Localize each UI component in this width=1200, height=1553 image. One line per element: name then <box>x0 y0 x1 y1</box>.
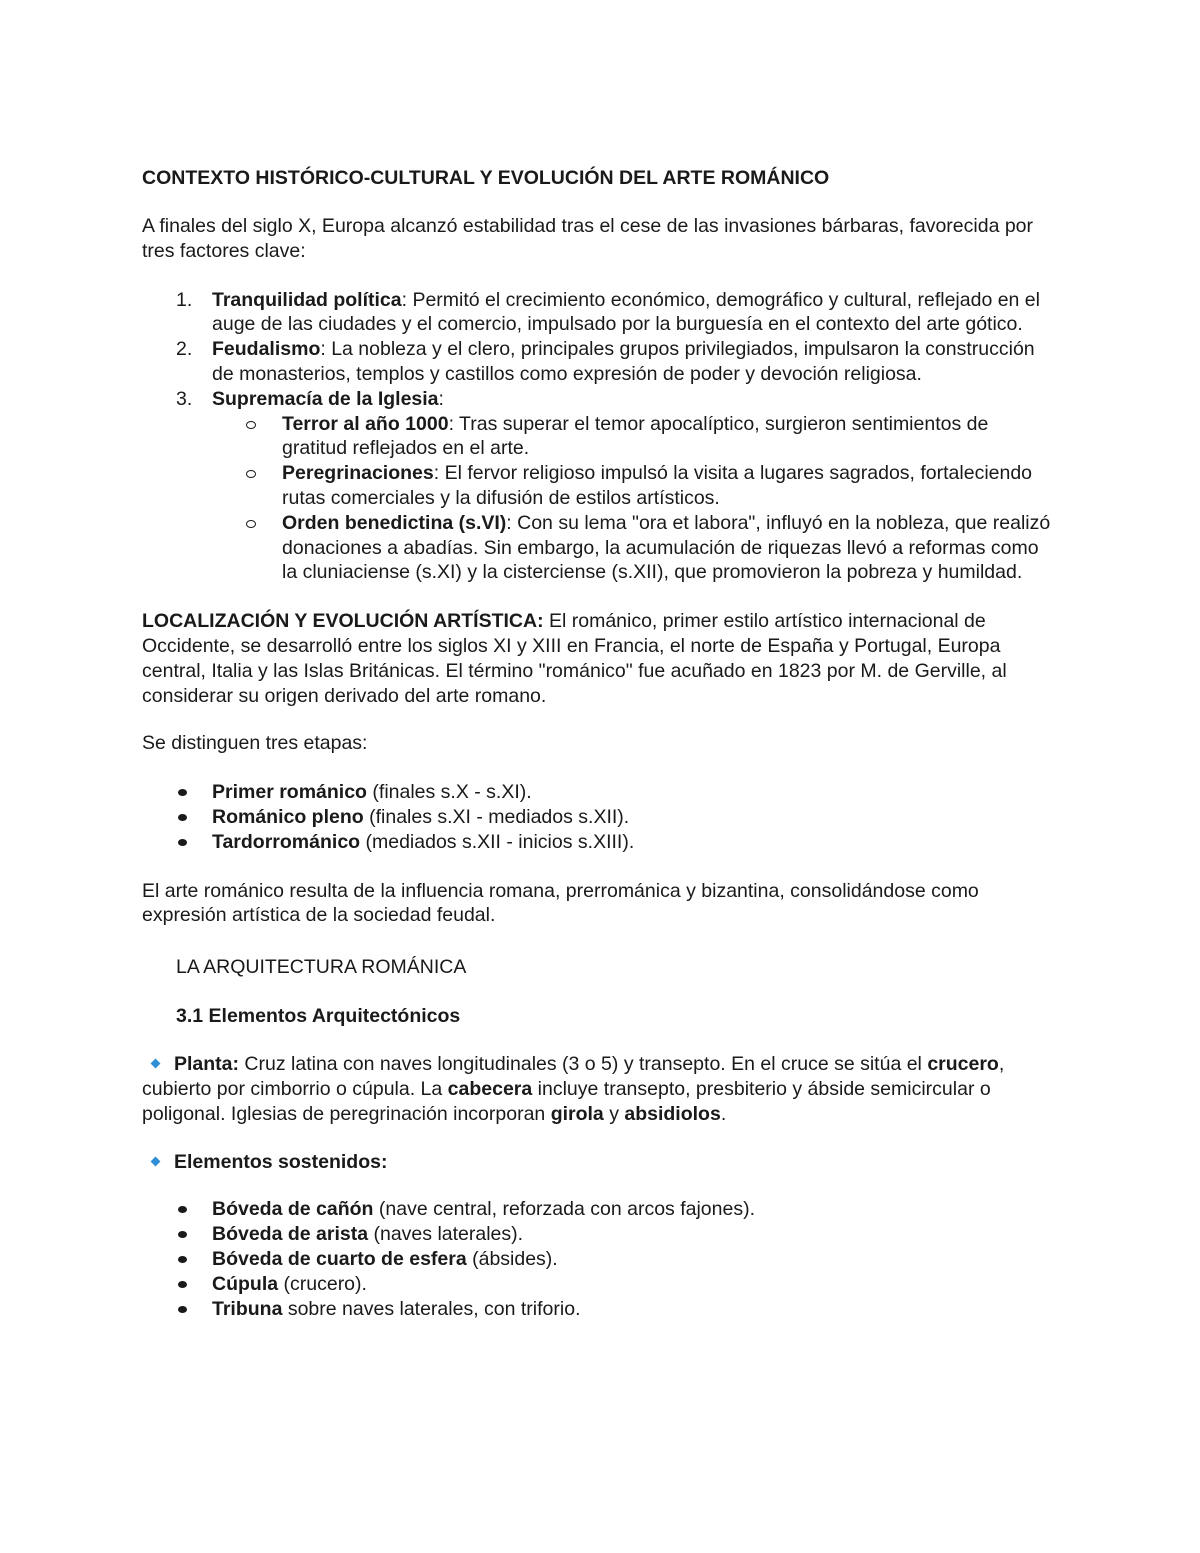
church-item <box>142 412 1052 462</box>
etapas-intro: Se distinguen tres etapas: <box>142 732 368 755</box>
hollow-bullet-icon <box>246 520 256 528</box>
etapa-term: Primer románico <box>212 781 367 804</box>
factor-number: 3. <box>176 387 193 410</box>
church-term: Orden benedictina (s.VI) <box>282 511 507 534</box>
factor-text: : <box>438 387 444 410</box>
sostenidos-list <box>142 1197 1052 1321</box>
planta-text: , cubierto por cimborrio o cúpula. La <box>142 1053 1005 1100</box>
planta-bold: absidiolos <box>624 1102 721 1125</box>
sostenido-term: Cúpula <box>212 1272 279 1295</box>
church-item <box>142 461 1052 511</box>
sostenido-text: sobre naves laterales, con triforio. <box>282 1297 581 1320</box>
etapa-item <box>142 780 1052 805</box>
localizacion-text: El románico, primer estilo artístico internacional de Occidente, se desarrolló entre los siglos XI y XIII en Francia, el norte de España y Portugal, Europa central, Italia y las Islas Británicas. El término "románico" fue acuñado en 1823 por M. de Gerville, al considerar su origen derivado del arte romano. <box>142 610 1007 707</box>
sostenido-term: Bóveda de arista <box>212 1223 369 1246</box>
church-item <box>142 511 1052 585</box>
church-text: : Tras superar el temor apocalíptico, surgieron sentimientos de gratitud reflejados en el arte. <box>282 412 989 460</box>
sostenido-item <box>142 1272 1052 1297</box>
elementos-heading-text: 3.1 Elementos Arquitectónicos <box>176 1005 461 1028</box>
factor-number: 1. <box>176 288 193 311</box>
etapa-text: (mediados s.XII - inicios s.XIII). <box>360 830 635 853</box>
factor-item <box>142 337 1052 387</box>
factors-list <box>142 288 1052 586</box>
conclusion-paragraph: El arte románico resulta de la influencia romana, prerrománica y bizantina, consolidándose como expresión artística de la sociedad feudal. <box>142 879 979 927</box>
bullet-icon <box>178 814 187 821</box>
etapa-item <box>142 830 1052 855</box>
bullet-icon <box>178 789 187 796</box>
sostenido-item <box>142 1297 1052 1322</box>
sostenido-text: (nave central, reforzada con arcos fajones). <box>373 1198 755 1221</box>
planta-text: y <box>603 1102 625 1125</box>
factor-item <box>142 288 1052 338</box>
factor-item <box>142 387 1052 585</box>
hollow-bullet-icon <box>246 421 256 429</box>
localizacion-paragraph <box>142 609 1052 708</box>
bullet-icon <box>178 1256 187 1263</box>
bullet-icon <box>178 1306 187 1313</box>
etapa-text: (finales s.XI - mediados s.XII). <box>363 805 630 828</box>
sostenido-text: (crucero). <box>278 1272 367 1295</box>
sostenido-term: Bóveda de cuarto de esfera <box>212 1247 467 1270</box>
planta-bold: cabecera <box>447 1077 533 1100</box>
factor-text: : Permitó el crecimiento económico, demográfico y cultural, reflejado en el auge de las ciudades y el comercio, impulsado por la burguesía en el contexto del arte gótico. <box>212 288 1040 336</box>
sostenido-item <box>142 1222 1052 1247</box>
document-page <box>142 165 1052 1321</box>
sostenidos-heading <box>142 1150 1052 1175</box>
etapa-item <box>142 805 1052 830</box>
localizacion-heading: LOCALIZACIÓN Y EVOLUCIÓN ARTÍSTICA: <box>142 610 544 633</box>
sostenidos-heading-text: Elementos sostenidos: <box>174 1150 388 1173</box>
diamond-bullet-icon <box>151 1059 161 1069</box>
factor-text: : La nobleza y el clero, principales grupos privilegiados, impulsaron la construcción de monasterios, templos y castillos como expresión de poder y devoción religiosa. <box>212 338 1035 385</box>
arquitectura-heading: LA ARQUITECTURA ROMÁNICA <box>176 956 467 979</box>
church-term: Terror al año 1000 <box>282 412 449 435</box>
sostenido-item <box>142 1197 1052 1222</box>
bullet-icon <box>178 1281 187 1288</box>
document-title: CONTEXTO HISTÓRICO-CULTURAL Y EVOLUCIÓN DEL ARTE ROMÁNICO <box>142 167 830 189</box>
church-text: : Con su lema "ora et labora", influyó en la nobleza, que realizó donaciones a abadías. Sin embargo, la acumulación de riquezas llevó a reformas como la cluniaciense (s.XI) y la cisterciense (s.XII), que promovieron la pobreza y humildad. <box>282 511 1051 584</box>
intro-paragraph: A finales del siglo X, Europa alcanzó estabilidad tras el cese de las invasiones bárbaras, favorecida por tres factores clave: <box>142 215 1034 262</box>
planta-text: . <box>720 1102 727 1125</box>
planta-paragraph <box>142 1052 1052 1126</box>
diamond-bullet-icon <box>151 1156 161 1166</box>
planta-text: incluye transepto, presbiterio y ábside semicircular o poligonal. Iglesias de peregrinación incorporan <box>142 1077 991 1125</box>
sostenido-term: Bóveda de cañón <box>212 1198 374 1221</box>
planta-text: Cruz latina con naves longitudinales (3 o 5) y transepto. En el cruce se sitúa el <box>239 1053 928 1076</box>
bullet-icon <box>178 839 187 846</box>
sostenido-text: (ábsides). <box>466 1247 558 1270</box>
sostenido-text: (naves laterales). <box>368 1223 524 1246</box>
bullet-icon <box>178 1206 187 1213</box>
etapa-term: Románico pleno <box>212 805 364 828</box>
factor-number: 2. <box>176 338 193 361</box>
planta-bold: girola <box>550 1102 604 1125</box>
factor-term: Supremacía de la Iglesia <box>212 387 439 410</box>
etapa-text: (finales s.X - s.XI). <box>366 781 532 804</box>
church-text: : El fervor religioso impulsó la visita a lugares sagrados, fortaleciendo rutas comerciales y la difusión de estilos artísticos. <box>282 462 1033 509</box>
elementos-heading <box>142 1003 1052 1029</box>
factor-term: Tranquilidad política <box>212 288 402 311</box>
planta-bold: crucero <box>927 1053 999 1076</box>
sostenido-term: Tribuna <box>212 1297 283 1320</box>
factor-term: Feudalismo <box>212 338 321 361</box>
etapa-term: Tardorrománico <box>212 830 361 853</box>
church-term: Peregrinaciones <box>282 462 434 485</box>
sostenido-item <box>142 1247 1052 1272</box>
etapas-list <box>142 780 1052 854</box>
hollow-bullet-icon <box>246 470 256 478</box>
bullet-icon <box>178 1231 187 1238</box>
planta-label: Planta: <box>174 1053 240 1076</box>
church-sublist <box>142 412 1052 586</box>
